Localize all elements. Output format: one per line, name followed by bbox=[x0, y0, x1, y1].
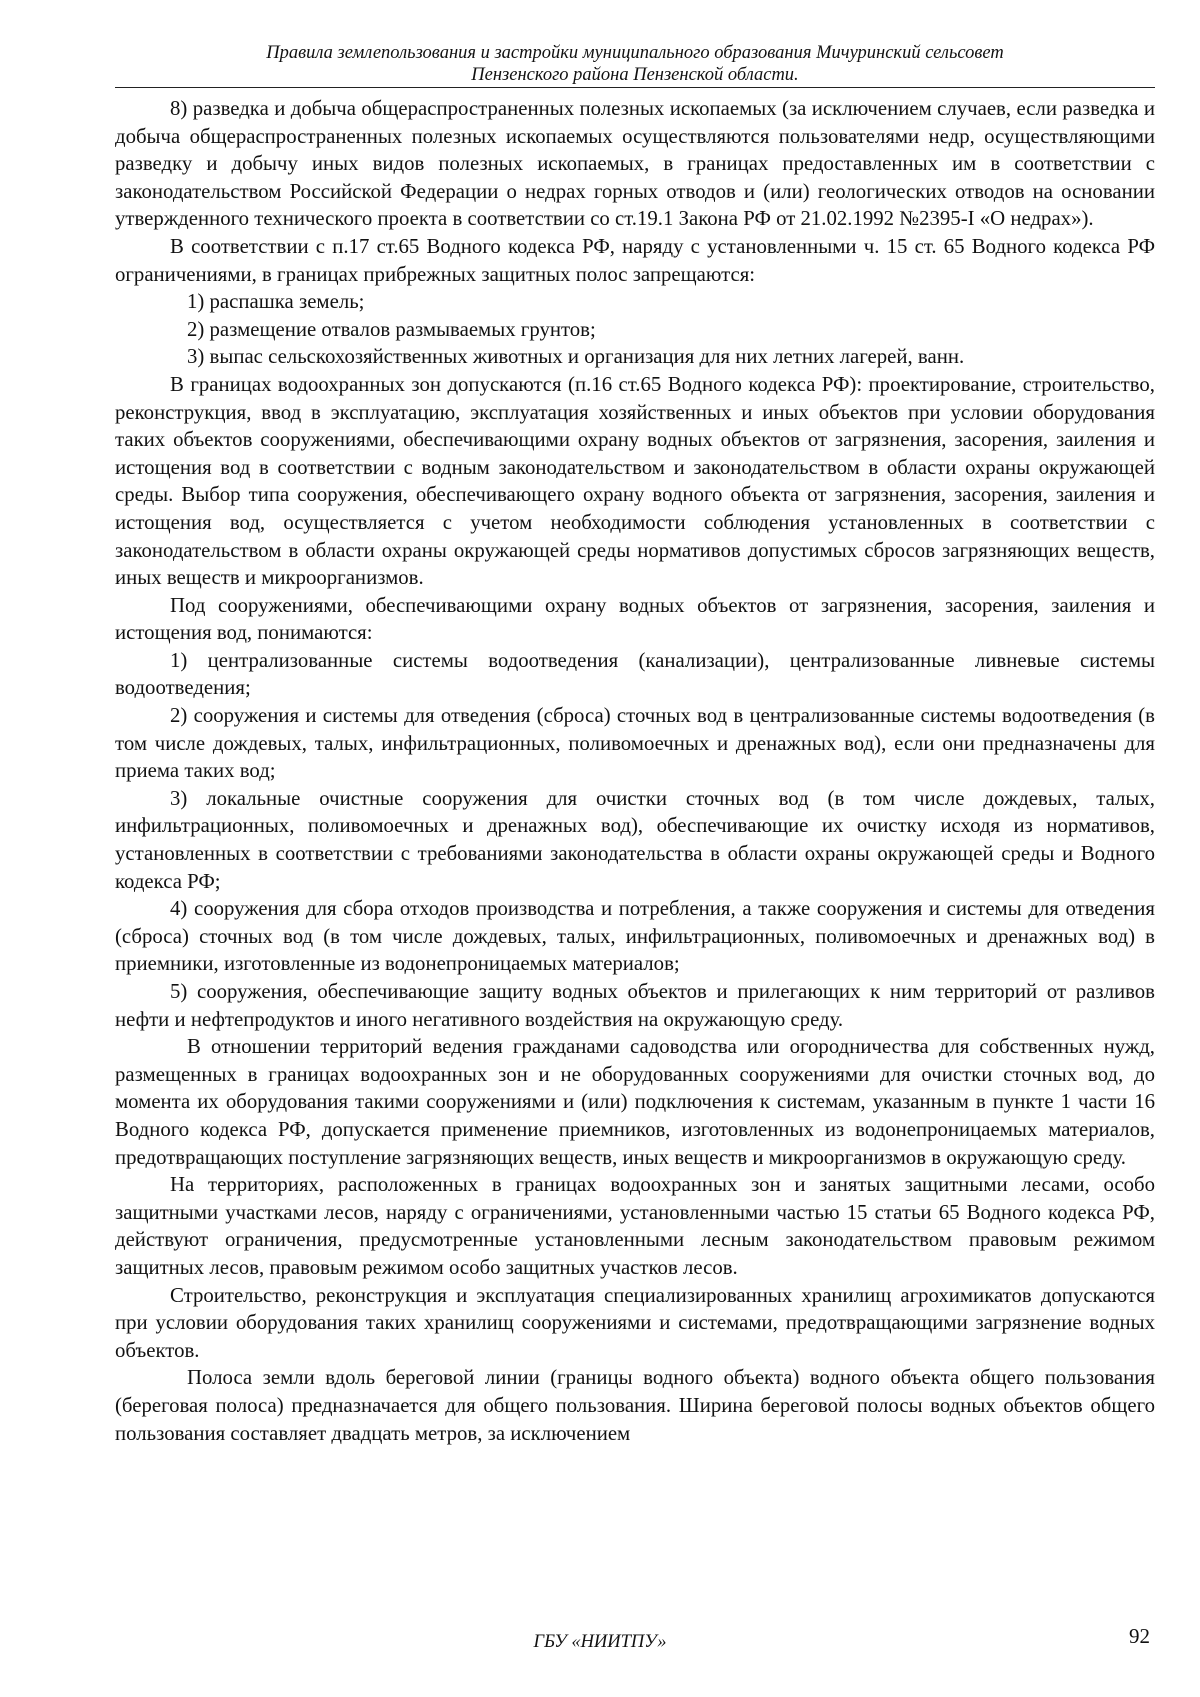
list-item: 4) сооружения для сбора отходов производства и потребления, а также сооружения и системы для отведения (сброса) сточных вод (в том числе дождевых, талых, инфильтрационных, поливомоечных и дренажных вод) в приемники, изготовленные из водонепроницаемых материалов; bbox=[115, 897, 1155, 976]
paragraph: В соответствии с п.17 ст.65 Водного кодекса РФ, наряду с установленными ч. 15 ст. 65 Водного кодекса РФ ограничениями, в границах прибрежных защитных полос запрещаются: bbox=[115, 234, 1155, 286]
paragraph: На территориях, расположенных в границах водоохранных зон и занятых защитными лесами, особо защитными участками лесов, наряду с ограничениями, установленными частью 15 статьи 65 Водного кодекса РФ, действуют ограничения, предусмотренные установленными лесным законодательством правовым режимом защитных лесов, правовым режимом особо защитных участков лесов. bbox=[115, 1173, 1155, 1279]
header-line-1: Правила землепользования и застройки муниципального образования Мичуринский сельсовет bbox=[266, 43, 1004, 63]
header-line-2: Пензенского района Пензенской области. bbox=[471, 65, 799, 85]
list-item: 1) распашка земель; bbox=[187, 290, 365, 314]
list-item: 3) локальные очистные сооружения для очистки сточных вод (в том числе дождевых, талых, инфильтрационных, поливомоечных и дренажных вод), обеспечивающие их очистку исходя из нормативов, установленных в соответствии с требованиями законодательства в области охраны окружающей среды и Водного кодекса РФ; bbox=[115, 786, 1155, 893]
document-body bbox=[115, 95, 1155, 1447]
list-item: 1) централизованные системы водоотведения (канализации), централизованные ливневые системы водоотведения; bbox=[115, 648, 1155, 700]
paragraph: В границах водоохранных зон допускаются (п.16 ст.65 Водного кодекса РФ): проектирование, строительство, реконструкция, ввод в эксплуатацию, эксплуатация хозяйственных и иных объектов при условии оборудования таких объектов сооружениями, обеспечивающими охрану водных объектов от загрязнения, засорения, заиления и истощения вод в соответствии с водным законодательством и законодательством в области охраны окружающей среды. Выбор типа сооружения, обеспечивающего охрану водного объекта от загрязнения, засорения, заиления и истощения вод, осуществляется с учетом необходимости соблюдения установленных в соответствии с законодательством в области охраны окружающей среды нормативов допустимых сбросов загрязняющих веществ, иных веществ и микроорганизмов. bbox=[115, 372, 1155, 590]
running-header bbox=[115, 42, 1155, 88]
list-item: 2) размещение отвалов размываемых грунтов; bbox=[187, 317, 596, 341]
list-item: 2) сооружения и системы для отведения (сброса) сточных вод в централизованные системы водоотведения (в том числе дождевых, талых, инфильтрационных, поливомоечных и дренажных вод), если они предназначены для приема таких вод; bbox=[115, 704, 1155, 783]
footer-organization: ГБУ «НИИТПУ» bbox=[533, 1632, 667, 1652]
paragraph: Полоса земли вдоль береговой линии (границы водного объекта) водного объекта общего пользования (береговая полоса) предназначается для общего пользования. Ширина береговой полосы водных объектов общего пользования составляет двадцать метров, за исключением bbox=[115, 1366, 1155, 1445]
paragraph: В отношении территорий ведения гражданами садоводства или огородничества для собственных нужд, размещенных в границах водоохранных зон и не оборудованных сооружениями для очистки сточных вод, до момента их оборудования такими сооружениями и (или) подключения к системам, указанным в пункте 1 части 16 Водного кодекса РФ, допускается применение приемников, изготовленных из водонепроницаемых материалов, предотвращающих поступление загрязняющих веществ, иных веществ и микроорганизмов в окружающую среду. bbox=[115, 1035, 1155, 1169]
paragraph: Под сооружениями, обеспечивающими охрану водных объектов от загрязнения, засорения, заиления и истощения вод, понимаются: bbox=[115, 593, 1155, 645]
paragraph: 8) разведка и добыча общераспространенных полезных ископаемых (за исключением случаев, если разведка и добыча общераспространенных полезных ископаемых осуществляются пользователями недр, осуществляющими разведку и добычу иных видов полезных ископаемых, в границах предоставленных им в соответствии с законодательством Российской Федерации о недрах горных отводов и (или) геологических отводов на основании утвержденного технического проекта в соответствии со ст.19.1 Закона РФ от 21.02.1992 №2395-I «О недрах»). bbox=[115, 97, 1155, 231]
page-number: 92 bbox=[1129, 1624, 1150, 1648]
paragraph: Строительство, реконструкция и эксплуатация специализированных хранилищ агрохимикатов допускаются при условии оборудования таких хранилищ сооружениями и системами, предотвращающими загрязнение водных объектов. bbox=[115, 1283, 1155, 1362]
list-item: 3) выпас сельскохозяйственных животных и организация для них летних лагерей, ванн. bbox=[187, 345, 965, 369]
list-item: 5) сооружения, обеспечивающие защиту водных объектов и прилегающих к ним территорий от разливов нефти и нефтепродуктов и иного негативного воздействия на окружающую среду. bbox=[115, 980, 1155, 1031]
